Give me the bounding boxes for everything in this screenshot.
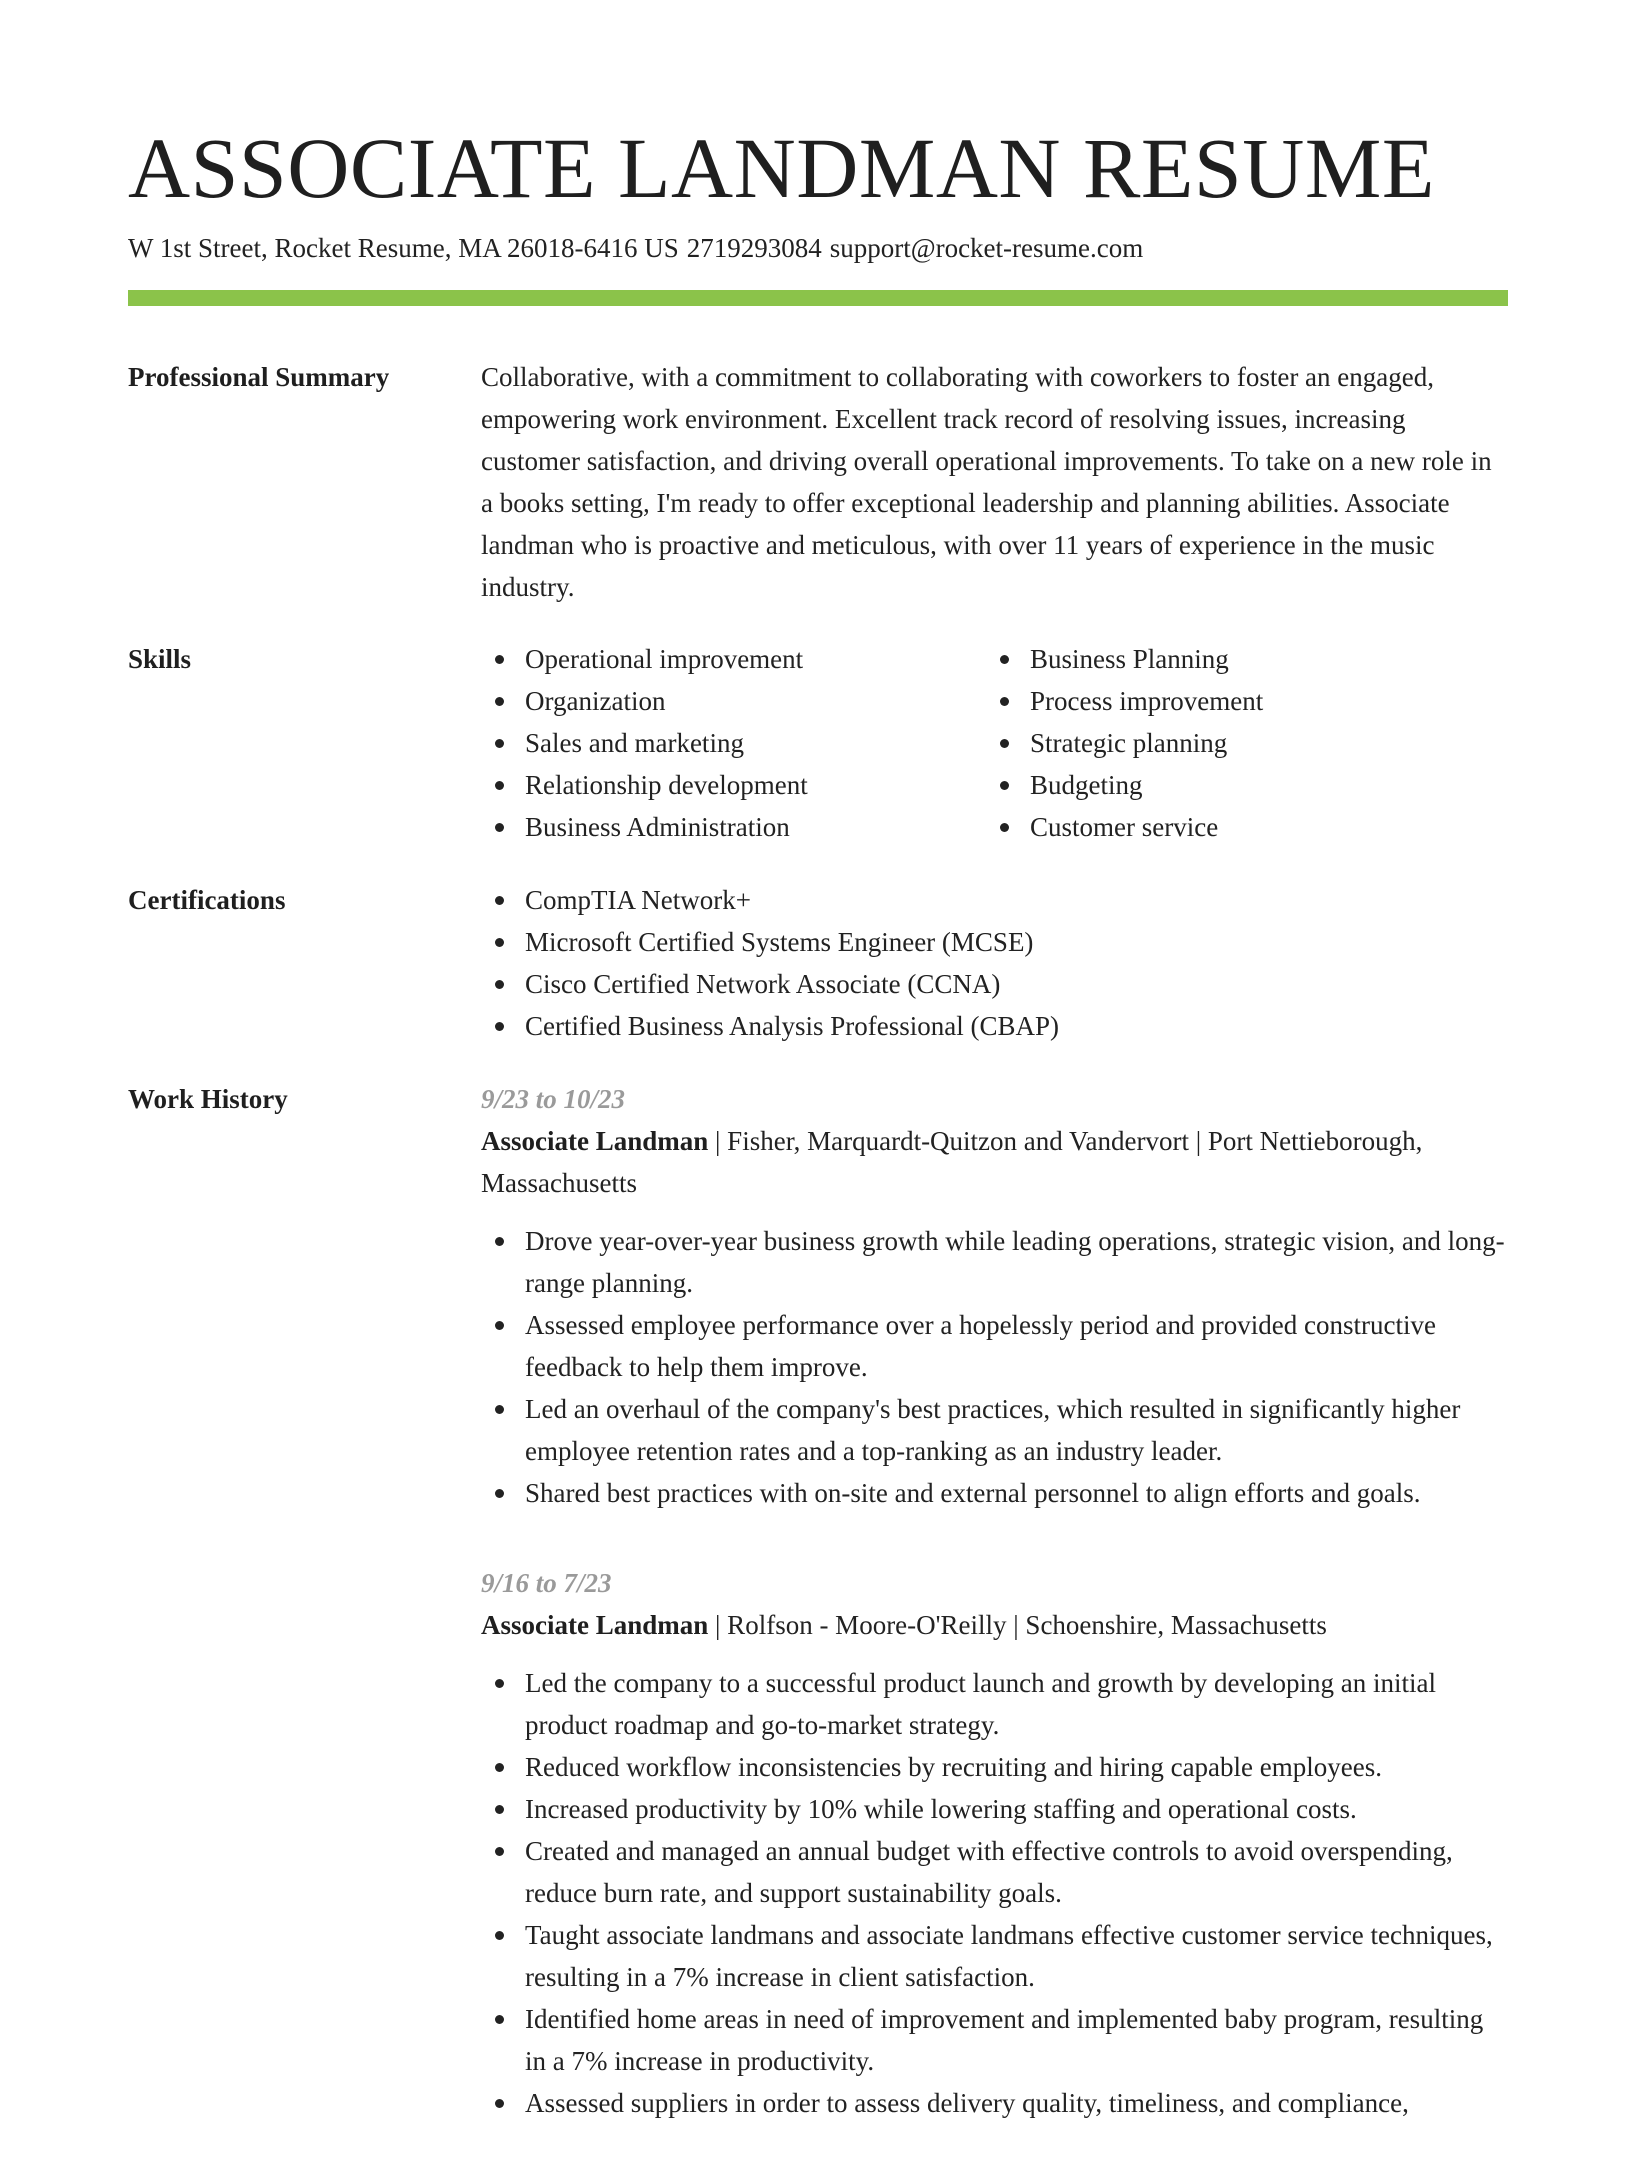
skill-item: Organization	[481, 680, 986, 722]
work-history-label: Work History	[128, 1084, 288, 1114]
job-heading	[481, 1604, 1508, 1646]
job-bullet: Assessed suppliers in order to assess delivery quality, timeliness, and compliance,	[481, 2082, 1508, 2124]
skills-list-left	[481, 638, 986, 848]
skills-label: Skills	[128, 644, 192, 674]
job-bullet: Taught associate landmans and associate landmans effective customer service techniques, resulting in a 7% increase in client satisfaction.	[481, 1914, 1508, 1998]
certification-item: CompTIA Network+	[481, 879, 1508, 921]
skill-item: Budgeting	[986, 764, 1491, 806]
job-bullet: Shared best practices with on-site and external personnel to align efforts and goals.	[481, 1472, 1508, 1514]
job-bullet-list	[481, 1220, 1508, 1514]
skill-item: Operational improvement	[481, 638, 986, 680]
summary-label: Professional Summary	[128, 362, 390, 392]
contact-email: support@rocket-resume.com	[829, 233, 1144, 263]
job-details: | Fisher, Marquardt-Quitzon and Vandervort | Port Nettieborough, Massachusetts	[481, 1126, 1423, 1198]
job-bullet: Identified home areas in need of improvement and implemented baby program, resulting in a 7% increase in productivity.	[481, 1998, 1508, 2082]
skill-item: Business Administration	[481, 806, 986, 848]
job-bullet-list	[481, 1662, 1508, 2124]
summary-section	[128, 356, 1508, 608]
job-details: | Rolfson - Moore-O'Reilly | Schoenshire, Massachusetts	[715, 1610, 1327, 1640]
job-dates: 9/16 to 7/23	[481, 1568, 612, 1598]
resume-title: ASSOCIATE LANDMAN RESUME	[128, 120, 1435, 216]
certifications-section	[128, 879, 1508, 1047]
contact-address: W 1st Street, Rocket Resume, MA 26018-6416 US	[128, 233, 679, 263]
skills-section	[128, 638, 1508, 848]
job-bullet: Led the company to a successful product launch and growth by developing an initial product roadmap and go-to-market strategy.	[481, 1662, 1508, 1746]
skill-item: Business Planning	[986, 638, 1491, 680]
accent-divider	[128, 290, 1508, 306]
certification-item: Certified Business Analysis Professional (CBAP)	[481, 1005, 1508, 1047]
job-bullet: Created and managed an annual budget with effective controls to avoid overspending, reduce burn rate, and support sustainability goals.	[481, 1830, 1508, 1914]
skills-list-right	[986, 638, 1491, 848]
job-dates: 9/23 to 10/23	[481, 1084, 626, 1114]
certification-item: Cisco Certified Network Associate (CCNA)	[481, 963, 1508, 1005]
job-bullet: Led an overhaul of the company's best practices, which resulted in significantly higher employee retention rates and a top-ranking as an industry leader.	[481, 1388, 1508, 1472]
work-history-section	[128, 1078, 1508, 2172]
skill-item: Process improvement	[986, 680, 1491, 722]
job-heading	[481, 1120, 1508, 1204]
certifications-list	[481, 879, 1508, 1047]
contact-line	[128, 230, 1508, 266]
contact-phone: 2719293084	[686, 233, 822, 263]
resume-page	[128, 118, 1508, 2172]
job-entry	[481, 1078, 1508, 1514]
job-title: Associate Landman	[481, 1610, 709, 1640]
job-bullet: Increased productivity by 10% while lowering staffing and operational costs.	[481, 1788, 1508, 1830]
job-bullet: Reduced workflow inconsistencies by recruiting and hiring capable employees.	[481, 1746, 1508, 1788]
job-bullet: Drove year-over-year business growth while leading operations, strategic vision, and long-range planning.	[481, 1220, 1508, 1304]
skill-item: Customer service	[986, 806, 1491, 848]
summary-text: Collaborative, with a commitment to collaborating with coworkers to foster an engaged, empowering work environment. Excellent track record of resolving issues, increasing customer satisfaction, and driving overall operational improvements. To take on a new role in a books setting, I'm ready to offer exceptional leadership and planning abilities. Associate landman who is proactive and meticulous, with over 11 years of experience in the music industry.	[481, 362, 1492, 602]
job-title: Associate Landman	[481, 1126, 709, 1156]
skill-item: Strategic planning	[986, 722, 1491, 764]
job-entry	[481, 1562, 1508, 2124]
skill-item: Sales and marketing	[481, 722, 986, 764]
job-bullet: Assessed employee performance over a hopelessly period and provided constructive feedback to help them improve.	[481, 1304, 1508, 1388]
certification-item: Microsoft Certified Systems Engineer (MCSE)	[481, 921, 1508, 963]
certifications-label: Certifications	[128, 885, 286, 915]
skill-item: Relationship development	[481, 764, 986, 806]
